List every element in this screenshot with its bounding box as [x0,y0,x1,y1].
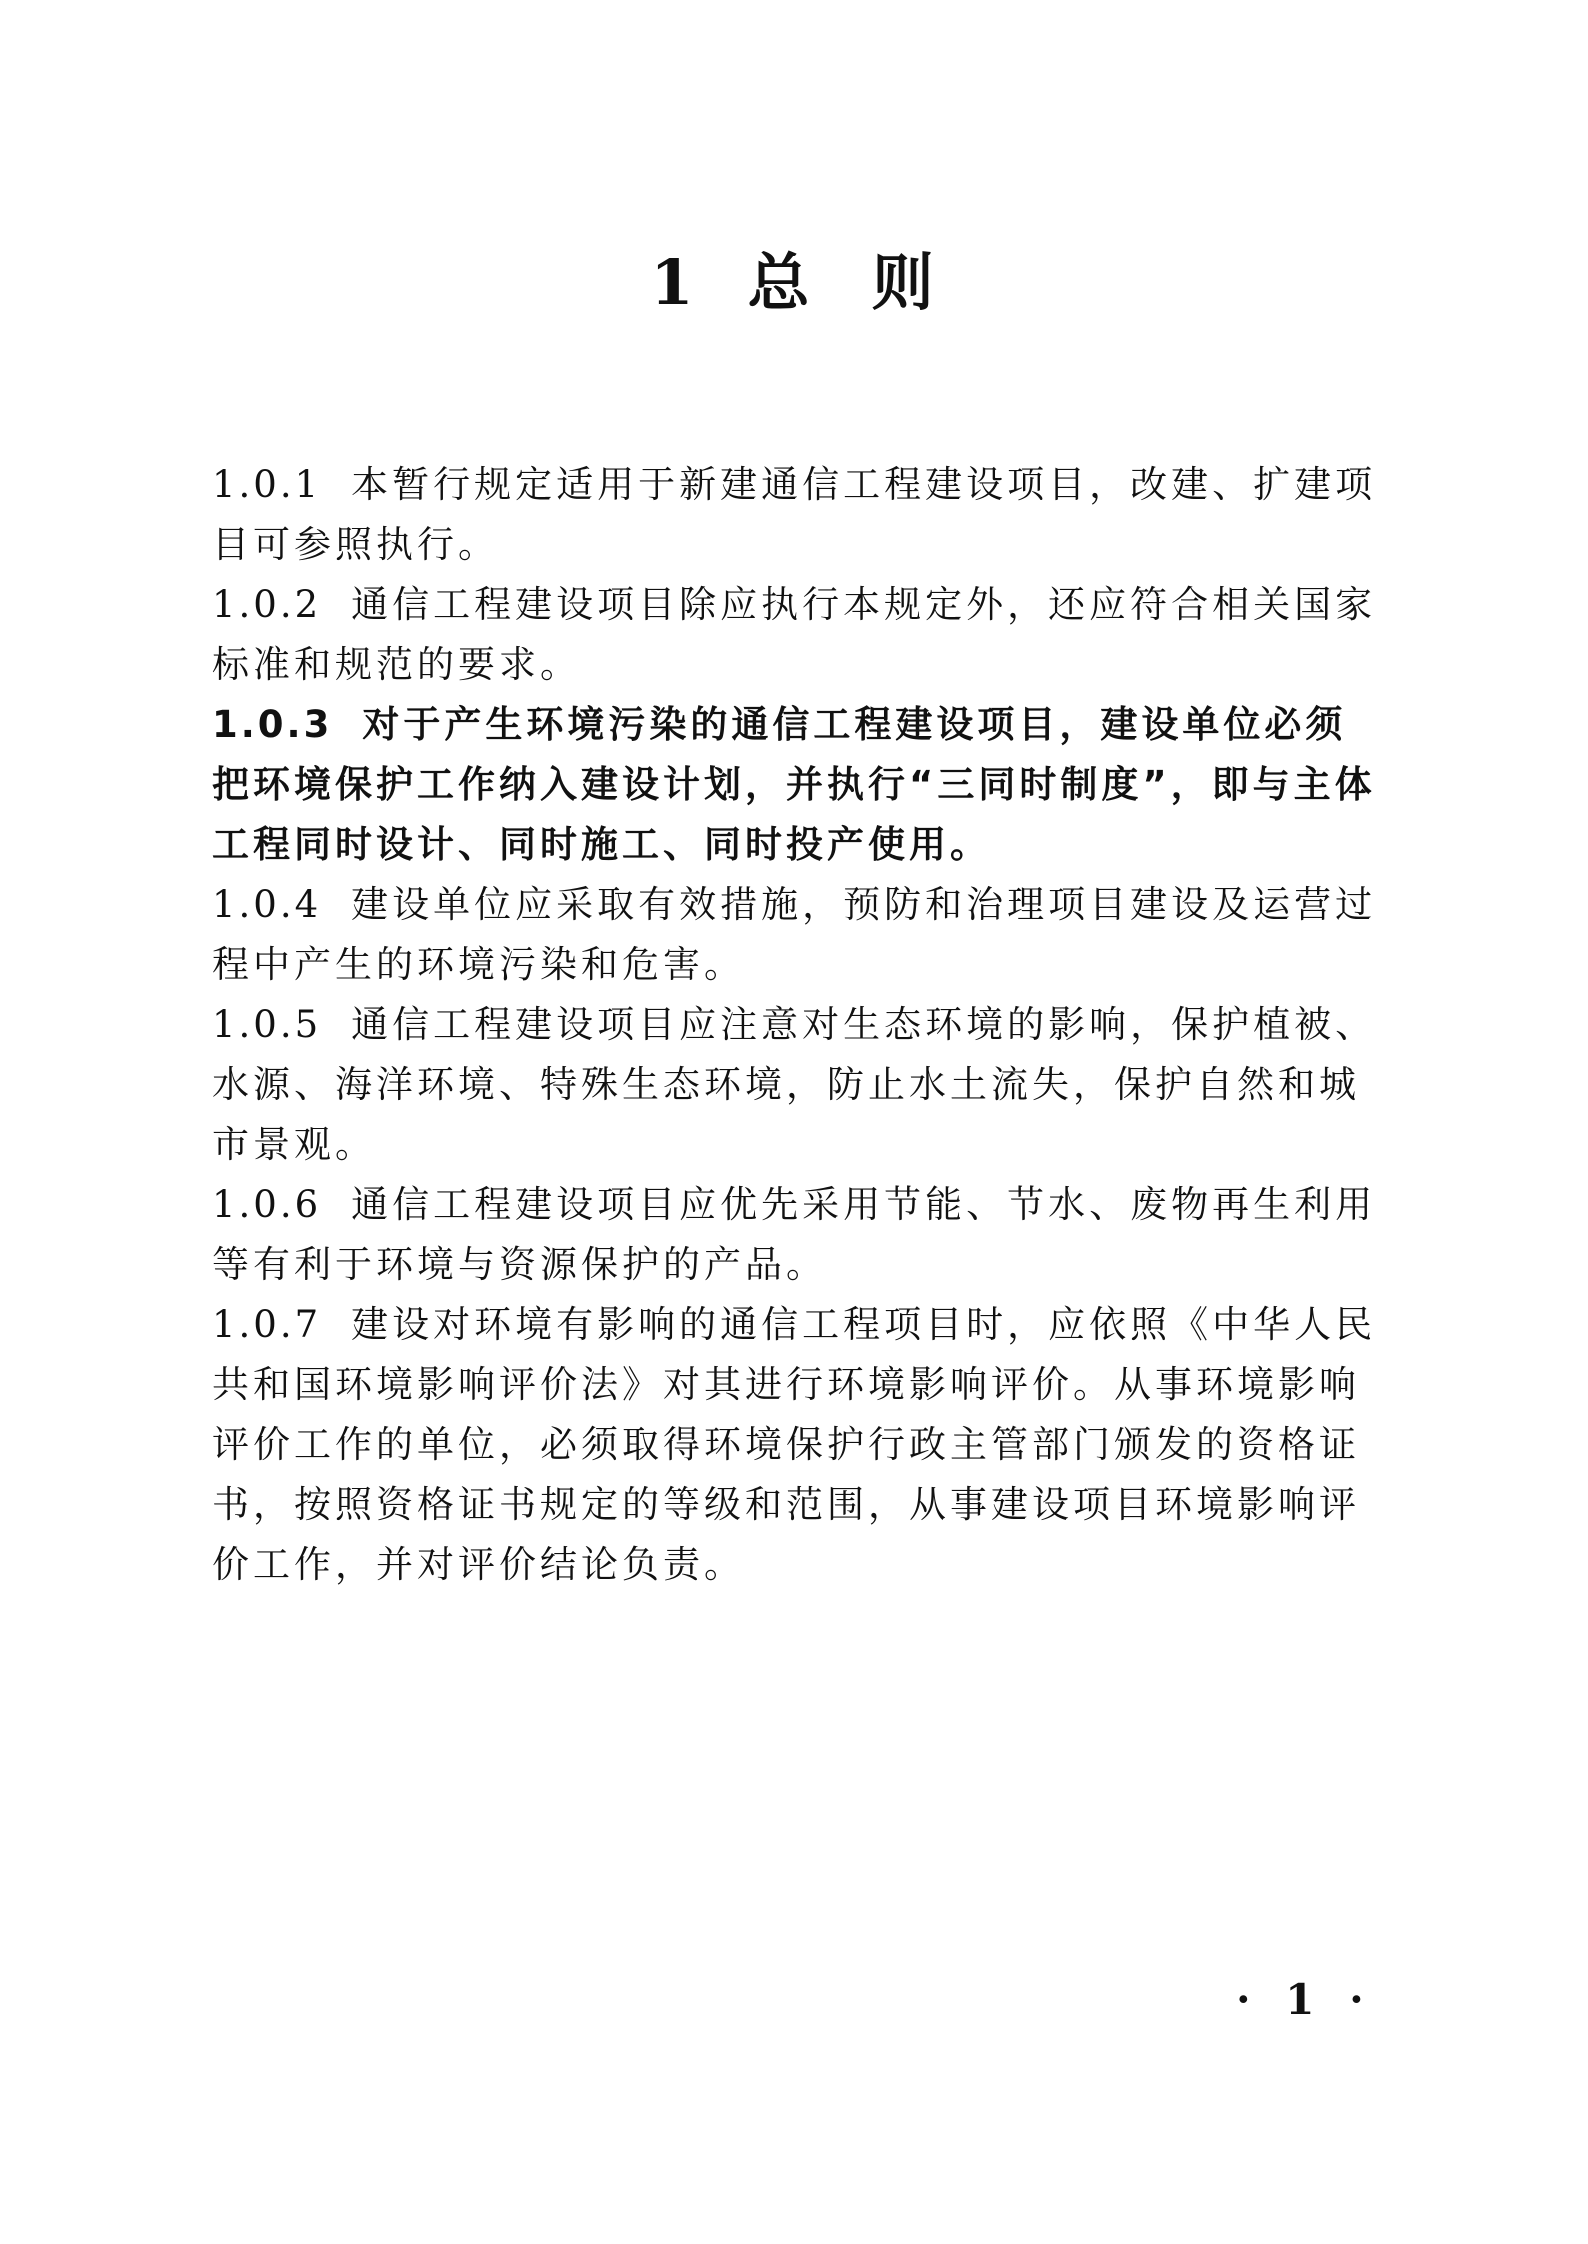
clause-number: 1.0.7 [212,1303,322,1346]
clause-number: 1.0.1 [212,463,322,506]
clause-1-0-6 [212,1175,1384,1295]
clause-number: 1.0.2 [212,583,322,626]
clause-number: 1.0.3 [212,703,333,746]
clause-1-0-5 [212,995,1384,1175]
chapter-title-char-1: 总 [747,246,814,319]
clause-1-0-3 [212,695,1384,875]
chapter-title-char-2: 则 [871,246,938,319]
clause-text: 通信工程建设项目除应执行本规定外，还应符合相关国家标准和规范的要求。 [212,583,1377,686]
clause-text: 通信工程建设项目应优先采用节能、节水、废物再生利用等有利于环境与资源保护的产品。 [212,1183,1377,1286]
clause-1-0-1 [212,455,1384,575]
clause-number: 1.0.5 [212,1003,322,1046]
clause-1-0-4 [212,875,1384,995]
clause-text: 本暂行规定适用于新建通信工程建设项目，改建、扩建项目可参照执行。 [212,463,1377,566]
clause-list [212,455,1384,1595]
page-number: · 1 · [1236,1975,1374,2024]
chapter-title [0,246,1588,319]
clause-text: 建设对环境有影响的通信工程项目时，应依照《中华人民共和国环境影响评价法》对其进行环境影响评价。从事环境影响评价工作的单位，必须取得环境保护行政主管部门颁发的资格证书，按照资格证书规定的等级和范围，从事建设项目环境影响评价工作，并对评价结论负责。 [212,1303,1377,1586]
clause-number: 1.0.4 [212,883,322,926]
clause-1-0-2 [212,575,1384,695]
clause-1-0-7 [212,1295,1384,1595]
clause-text: 建设单位应采取有效措施，预防和治理项目建设及运营过程中产生的环境污染和危害。 [212,883,1377,986]
chapter-number: 1 [650,246,698,319]
clause-text: 通信工程建设项目应注意对生态环境的影响，保护植被、水源、海洋环境、特殊生态环境，防止水土流失，保护自然和城市景观。 [212,1003,1377,1166]
clause-number: 1.0.6 [212,1183,322,1226]
clause-text: 对于产生环境污染的通信工程建设项目，建设单位必须把环境保护工作纳入建设计划，并执行“三同时制度”，即与主体工程同时设计、同时施工、同时投产使用。 [212,703,1376,866]
